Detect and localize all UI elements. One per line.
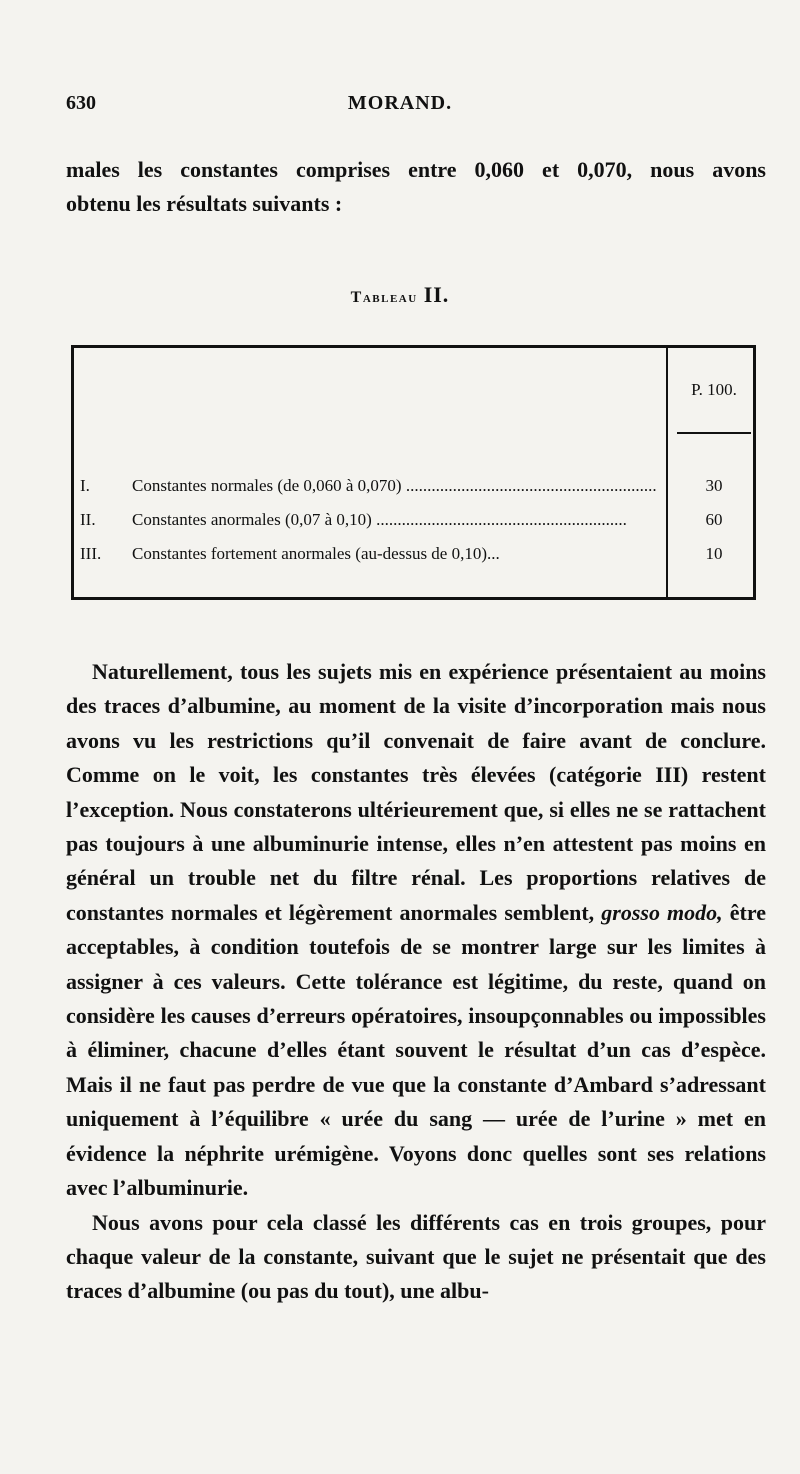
- row-value: 60: [705, 510, 723, 529]
- table-row: [80, 544, 750, 572]
- row-value: 10: [705, 544, 723, 563]
- intro-paragraph: [66, 153, 766, 221]
- results-table: [71, 345, 756, 600]
- paragraph-1: Naturellement, tous les sujets mis en expérience présentaient au moins des traces d’albumine, au moment de la visite d’incorporation mais nous avons vu les restrictions qu’il convenait de faire avant de conclure. Comme on le voit, les constantes très élevées (catégorie III) restent l’exception. Nous constaterons ultérieurement que, si elles ne se rattachent pas toujours à une albuminurie intense, elles n’en attestent pas moins en général un trouble net du filtre rénal. Les proportions relatives de constantes normales et légèrement anormales semblent, grosso modo, être acceptables, à condition toutefois de se montrer large sur les limites à assigner à ces valeurs. Cette tolérance est légitime, du reste, quand on considère les causes d’erreurs opératoires, insoupçonnables ou impossibles à éliminer, chacune d’elles étant souvent le résultat d’un cas d’espèce. Mais il ne faut pas perdre de vue que la constante d’Ambard s’adressant uniquement à l’équilibre « urée du sang — urée de l’urine » met en évidence la néphrite urémigène. Voyons donc quelles sont ses relations avec l’albuminurie.: [66, 659, 767, 1201]
- row-label: Constantes fortement anormales (au-dessus de 0,10)...: [132, 544, 500, 563]
- paragraph-2: Nous avons pour cela classé les différents cas en trois groupes, pour chaque valeur de la constante, suivant que le sujet ne présentait que des traces d’albumine (ou pas du tout), une albu-: [66, 1209, 766, 1304]
- row-number: III.: [80, 544, 102, 563]
- row-label: Constantes anormales (0,07 à 0,10) ...........................................................: [132, 510, 627, 529]
- column-header-percent: P. 100.: [691, 380, 737, 399]
- row-number: II.: [80, 510, 96, 529]
- row-value: 30: [705, 476, 723, 495]
- table-title: [0, 282, 800, 308]
- page-header: [0, 92, 800, 122]
- running-head: MORAND.: [347, 92, 453, 114]
- intro-line-2: obtenu les résultats suivants :: [66, 191, 343, 216]
- dot-leader: ...........................................................: [401, 476, 657, 495]
- row-number: I.: [80, 476, 90, 495]
- body-text: [66, 655, 766, 1309]
- intro-line-1: males les constantes comprises entre 0,060 et 0,070, nous avons: [66, 157, 766, 182]
- page-number: 630: [66, 92, 96, 114]
- table-row: [80, 476, 750, 504]
- table-title-word: Tableau: [350, 289, 418, 306]
- header-rule: [677, 432, 751, 434]
- table-row: [80, 510, 750, 538]
- row-label: Constantes normales (de 0,060 à 0,070) ...........................................................: [132, 476, 657, 495]
- dot-leader: ...........................................................: [371, 510, 627, 529]
- table-title-numeral: II.: [423, 282, 450, 307]
- emphasis-grosso-modo: grosso modo,: [601, 899, 723, 925]
